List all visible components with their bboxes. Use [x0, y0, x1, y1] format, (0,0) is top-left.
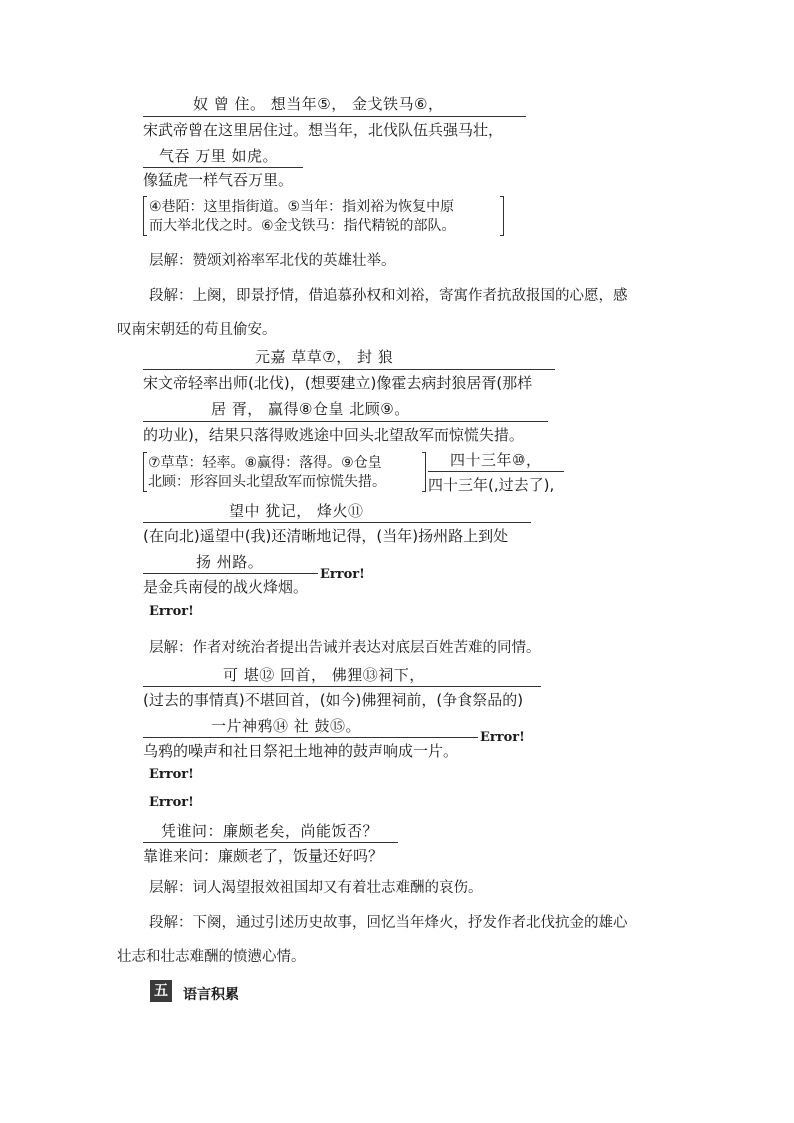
- translation-line: 乌鸦的噪声和社日祭祀土地神的鼓声响成一片。: [143, 742, 459, 760]
- translation-line: 宋武帝曾在这里居住过。想当年，北伐队伍兵强马壮，: [143, 121, 504, 139]
- divider: [143, 116, 526, 117]
- divider: [143, 369, 555, 370]
- translation-line: (在向北)遥望中(我)还清晰地记得，(当年)扬州路上到处: [143, 527, 509, 545]
- layer-analysis: 层解：作者对统治者提出告诫并表达对底层百姓苦难的同情。: [149, 640, 541, 656]
- section-title: 语言积累: [183, 987, 239, 1003]
- divider: [428, 471, 564, 472]
- translation-line: 是金兵南侵的战火烽烟。: [143, 578, 309, 596]
- note-bracket-right: [500, 196, 504, 236]
- original-line: 居 胥， 赢得⑧仓皇 北顾⑨。: [211, 400, 410, 418]
- translation-line: 宋文帝轻率出师(北伐)，(想要建立)像霍去病封狼居胥(那样: [143, 374, 533, 392]
- translation-line: 四十三年(,过去了),: [428, 476, 555, 494]
- error-marker: Error!: [149, 604, 194, 619]
- original-line: 元嘉 草草⑦， 封 狼: [255, 348, 394, 366]
- section-number-badge: 五: [150, 980, 172, 1002]
- divider: [143, 842, 398, 843]
- translation-line: (过去的事情真)不堪回首，(如今)佛狸祠前，(争食祭品的): [143, 691, 524, 709]
- annotation-line: ④巷陌：这里指街道。⑤当年：指刘裕为恢复中原: [149, 199, 455, 215]
- divider: [143, 421, 548, 422]
- original-line: 四十三年⑩，: [450, 451, 542, 469]
- divider: [143, 686, 541, 687]
- annotation-line: ⑦草草：轻率。⑧赢得：落得。⑨仓皇: [148, 455, 382, 471]
- translation-line: 靠谁来问：廉颇老了，饭量还好吗？: [143, 847, 384, 865]
- paragraph-analysis-continued: 叹南宋朝廷的苟且偷安。: [117, 322, 277, 338]
- note-bracket-left: [143, 196, 147, 236]
- divider: [143, 737, 478, 738]
- original-line: 一片神鸦⑭ 社 鼓⑮。: [211, 717, 362, 735]
- note-bracket-right: [422, 452, 426, 492]
- original-line: 气吞 万里 如虎。: [159, 147, 279, 165]
- divider: [143, 522, 531, 523]
- original-line: 奴 曾 住。 想当年⑤， 金戈铁马⑥，: [193, 95, 444, 113]
- translation-line: 像猛虎一样气吞万里。: [143, 171, 294, 189]
- divider: [143, 573, 318, 574]
- divider: [143, 167, 303, 168]
- error-marker: Error!: [149, 767, 194, 782]
- original-line: 凭谁问：廉颇老矣，尚能饭否？: [161, 822, 379, 840]
- error-marker: Error!: [149, 795, 194, 810]
- error-marker: Error!: [480, 730, 525, 745]
- error-marker: Error!: [320, 567, 365, 582]
- paragraph-analysis-continued: 壮志和壮志难酬的愤懑心情。: [117, 949, 306, 965]
- original-line: 可 堪⑫ 回首， 佛狸⑬祠下，: [223, 666, 425, 684]
- paragraph-analysis: 段解：下阕，通过引述历史故事，回忆当年烽火，抒发作者北伐抗金的雄心: [149, 915, 628, 931]
- layer-analysis: 层解：词人渴望报效祖国却又有着壮志难酬的哀伤。: [149, 880, 483, 896]
- layer-analysis: 层解：赞颂刘裕率军北伐的英雄壮举。: [149, 253, 396, 269]
- translation-line: 的功业)，结果只落得败逃途中回头北望敌军而惊慌失措。: [143, 426, 524, 444]
- paragraph-analysis: 段解：上阕，即景抒情，借追慕孙权和刘裕，寄寓作者抗敌报国的心愿，感: [149, 288, 628, 304]
- annotation-line: 而大举北伐之时。⑥金戈铁马：指代精锐的部队。: [149, 218, 456, 234]
- original-line: 望中 犹记， 烽火⑪: [229, 502, 364, 520]
- original-line: 扬 州路。: [196, 553, 264, 571]
- note-bracket-left: [143, 452, 147, 492]
- annotation-line: 北顾：形容回头北望敌军而惊慌失措。: [148, 474, 386, 490]
